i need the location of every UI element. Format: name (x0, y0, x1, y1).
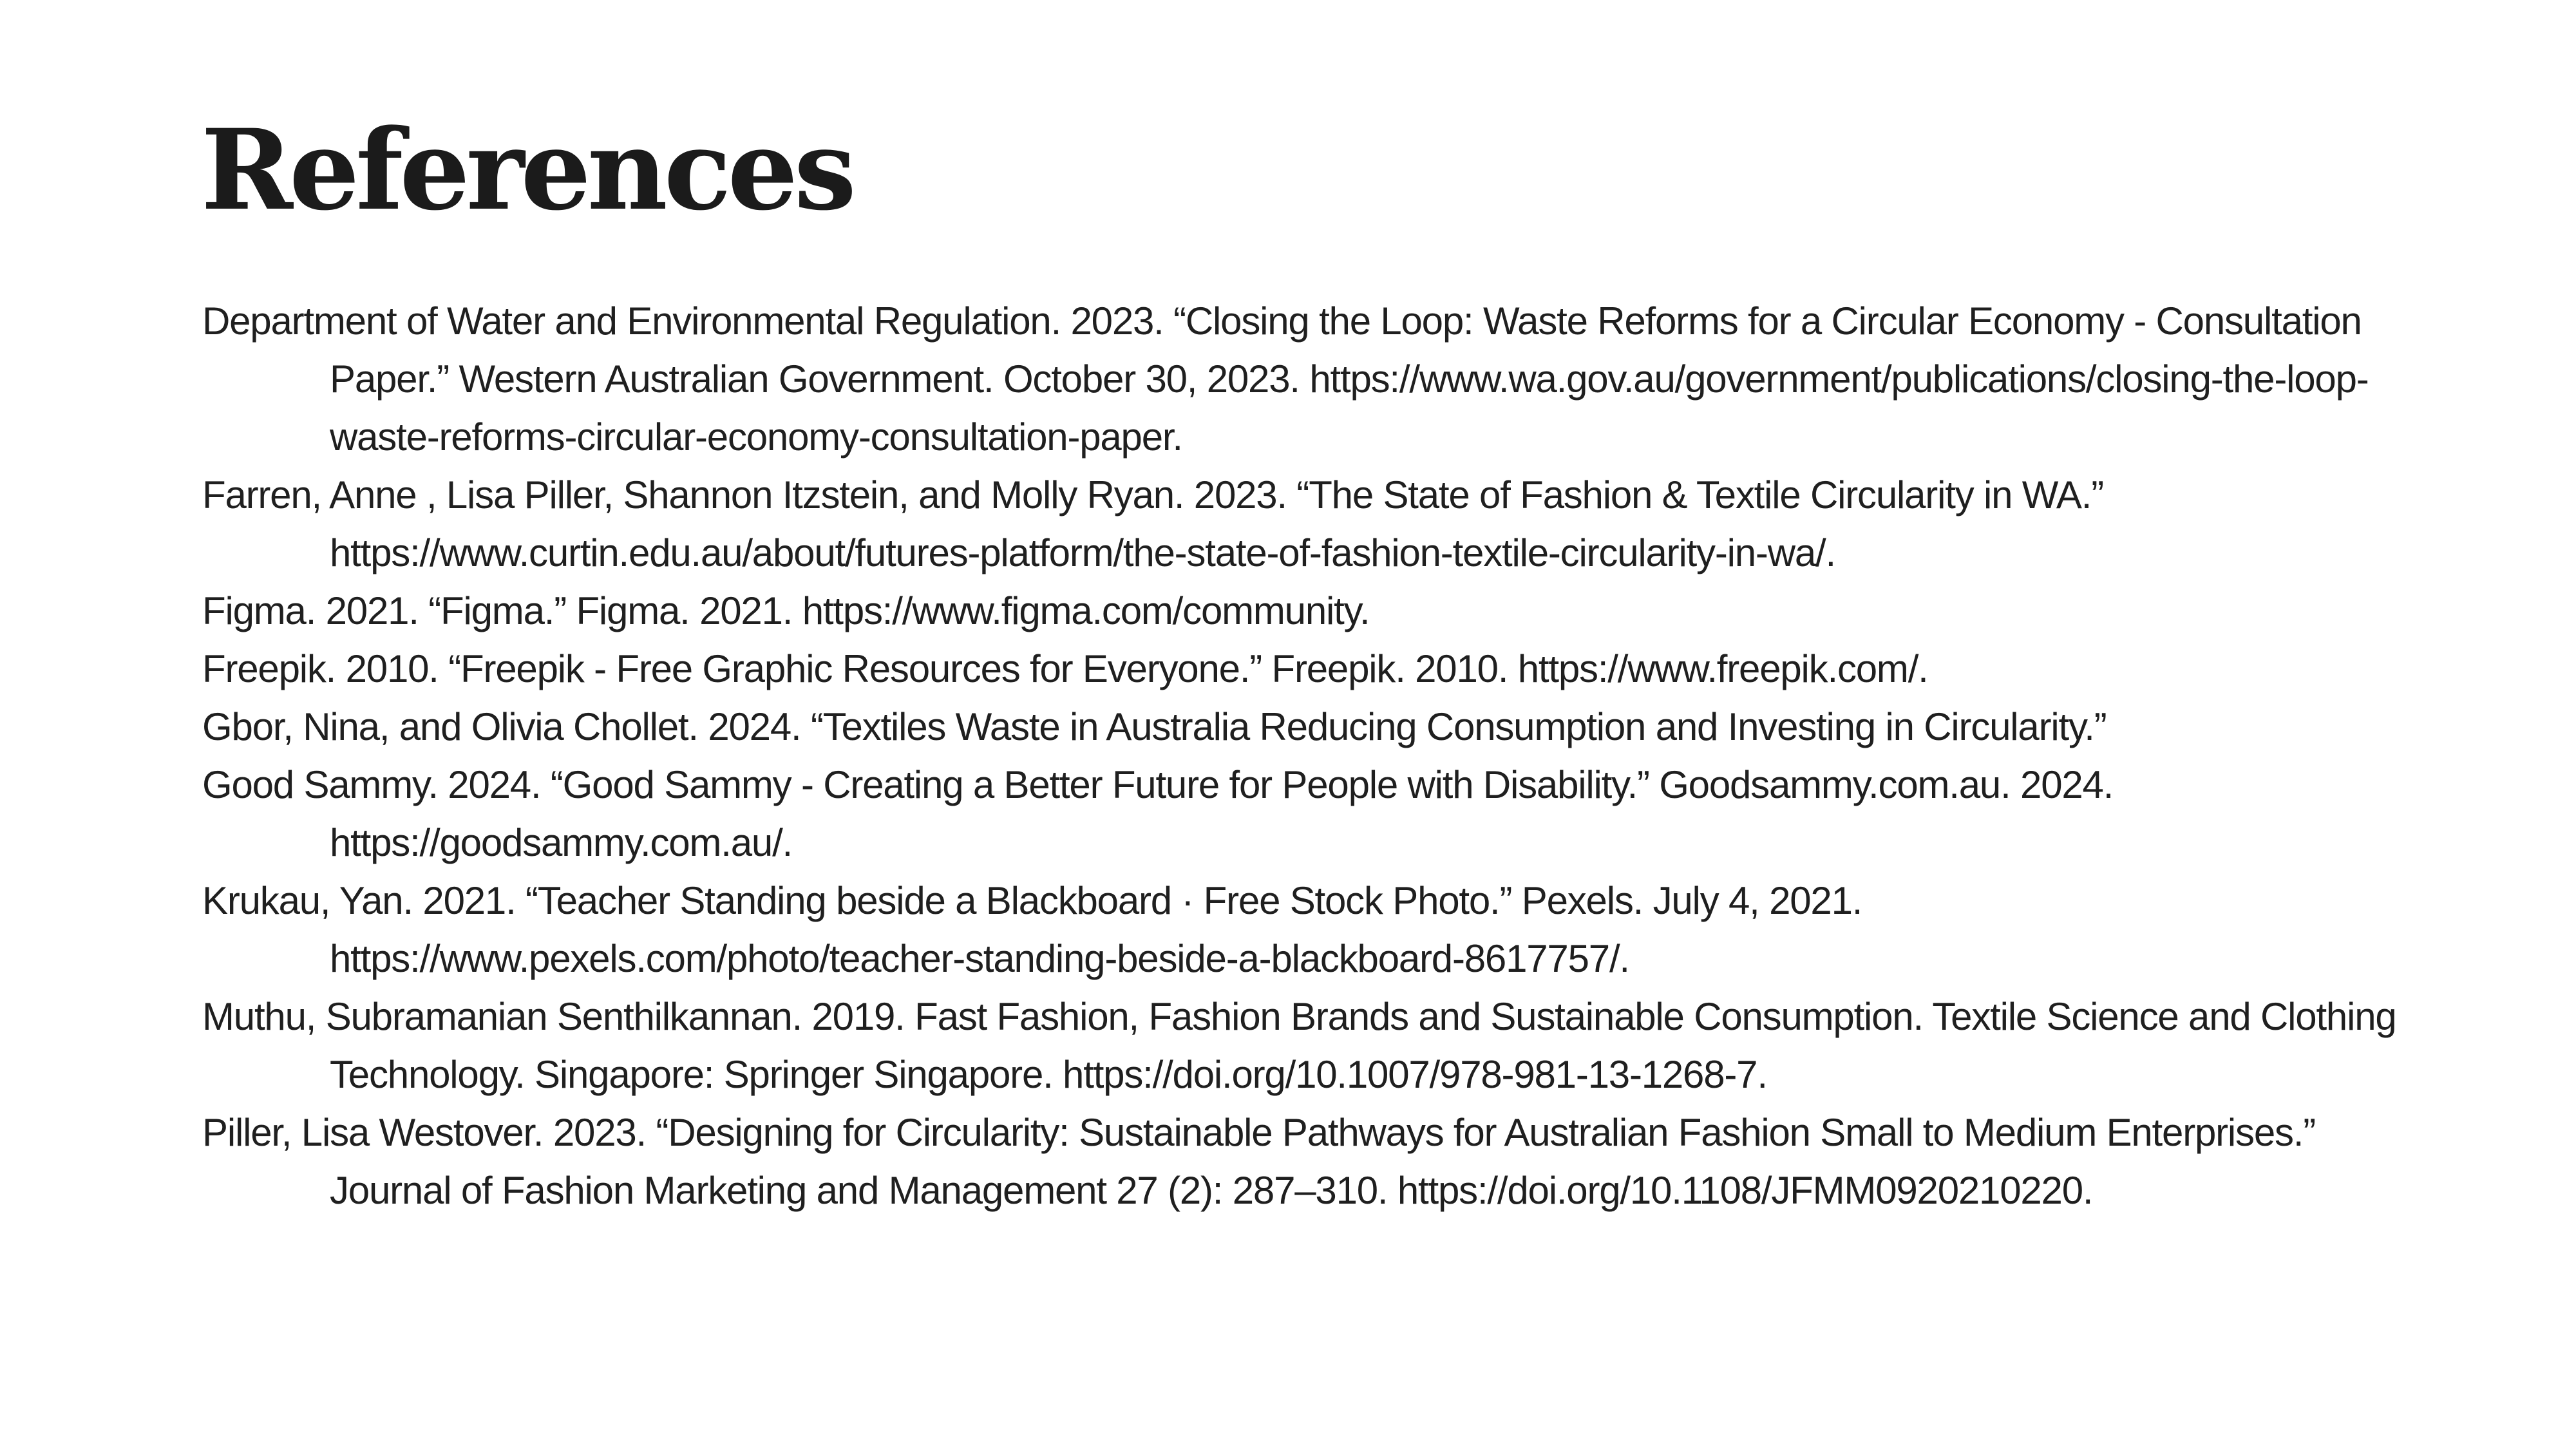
reference-item: Figma. 2021. “Figma.” Figma. 2021. https://www.figma.com/community. (202, 589, 1370, 632)
page-title: References (201, 104, 853, 235)
reference-item: Freepik. 2010. “Freepik - Free Graphic Resources for Everyone.” Freepik. 2010. https://www.freepik.com/. (202, 647, 1928, 690)
reference-item: Muthu, Subramanian Senthilkannan. 2019. Fast Fashion, Fashion Brands and Sustainable Consumption. Textile Science and Clothing Technology. Singapore: Springer Singapore. https://doi.org/10.1007/978-981-13-1268-7. (202, 995, 2396, 1096)
reference-item: Farren, Anne , Lisa Piller, Shannon Itzstein, and Molly Ryan. 2023. “The State of Fashion & Textile Circularity in WA.” https://www.curtin.edu.au/about/futures-platform/the-state-of-fashion-textile-circularity-in-wa/. (202, 473, 2104, 574)
reference-item: Department of Water and Environmental Regulation. 2023. “Closing the Loop: Waste Reforms for a Circular Economy - Consultation Paper.” Western Australian Government. October 30, 2023. https://www.wa.gov.au/government/publications/closing-the-loop-waste-reforms-circular-economy-consultation-paper. (202, 299, 2369, 459)
reference-item: Krukau, Yan. 2021. “Teacher Standing beside a Blackboard · Free Stock Photo.” Pexels. July 4, 2021. https://www.pexels.com/photo/teacher-standing-beside-a-blackboard-8617757/. (202, 879, 1862, 980)
reference-list (202, 292, 2430, 1220)
reference-item: Gbor, Nina, and Olivia Chollet. 2024. “Textiles Waste in Australia Reducing Consumption and Investing in Circularity.” (202, 705, 2107, 748)
reference-item: Piller, Lisa Westover. 2023. “Designing for Circularity: Sustainable Pathways for Australian Fashion Small to Medium Enterprises.” Journal of Fashion Marketing and Management 27 (2): 287–310. https://doi.org/10.1108/JFMM0920210220. (202, 1111, 2316, 1212)
reference-item: Good Sammy. 2024. “Good Sammy - Creating a Better Future for People with Disability.” Goodsammy.com.au. 2024. https://goodsammy.com.au/. (202, 763, 2114, 864)
